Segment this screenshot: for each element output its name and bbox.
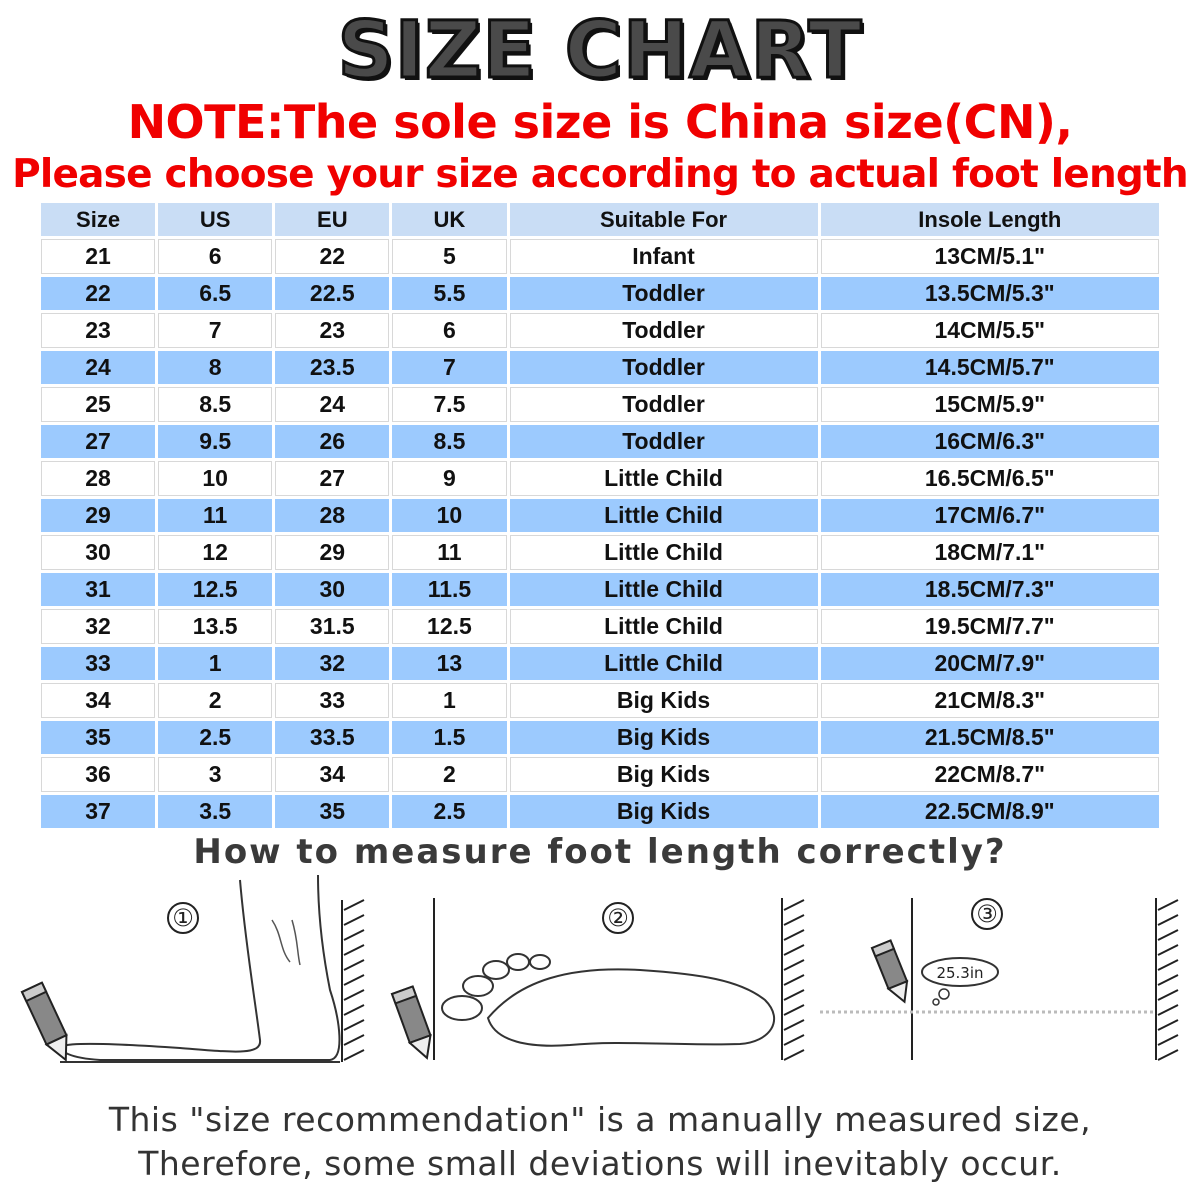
header-us: US [158, 203, 272, 236]
footer-line-2: Therefore, some small deviations will inevitably occur. [138, 1144, 1062, 1183]
table-cell: 3.5 [158, 795, 272, 828]
table-cell: 17CM/6.7" [821, 499, 1159, 532]
table-cell: 7.5 [392, 387, 506, 422]
table-cell: 25 [41, 387, 155, 422]
table-cell: 2.5 [158, 721, 272, 754]
table-row [41, 647, 1159, 680]
table-cell: 13CM/5.1" [821, 239, 1159, 274]
step-3-number: ③ [976, 900, 998, 928]
table-cell: 19.5CM/7.7" [821, 609, 1159, 644]
table-cell: Little Child [510, 461, 818, 496]
note-line-1: NOTE:The sole size is China size(CN), [127, 95, 1073, 149]
table-cell: 27 [275, 461, 389, 496]
step-2-number: ② [607, 904, 629, 932]
table-cell: 23 [275, 313, 389, 348]
table-row [41, 683, 1159, 718]
table-row [41, 387, 1159, 422]
table-cell: Little Child [510, 609, 818, 644]
table-row [41, 351, 1159, 384]
table-cell: 2 [158, 683, 272, 718]
table-cell: 13.5CM/5.3" [821, 277, 1159, 310]
note-line-2: Please choose your size according to actual foot length [12, 152, 1188, 197]
table-cell: 31 [41, 573, 155, 606]
table-cell: 12 [158, 535, 272, 570]
table-cell: 21CM/8.3" [821, 683, 1159, 718]
table-row [41, 277, 1159, 310]
table-cell: 35 [41, 721, 155, 754]
table-cell: 9 [392, 461, 506, 496]
table-row [41, 721, 1159, 754]
header-eu: EU [275, 203, 389, 236]
table-cell: 31.5 [275, 609, 389, 644]
table-cell: 22 [41, 277, 155, 310]
page-title: SIZE CHART [337, 6, 863, 96]
table-cell: 8.5 [158, 387, 272, 422]
table-header-row [41, 203, 1159, 236]
table-row [41, 313, 1159, 348]
header-insole-length: Insole Length [821, 203, 1159, 236]
table-cell: 5 [392, 239, 506, 274]
table-cell: 33.5 [275, 721, 389, 754]
wall-hatch-icon [342, 900, 364, 1062]
table-cell: 24 [41, 351, 155, 384]
table-cell: 10 [158, 461, 272, 496]
table-cell: 3 [158, 757, 272, 792]
table-cell: Toddler [510, 277, 818, 310]
size-table-container [38, 200, 1162, 824]
table-cell: Infant [510, 239, 818, 274]
footer-line-1: This "size recommendation" is a manually measured size, [108, 1100, 1092, 1139]
header-uk: UK [392, 203, 506, 236]
table-cell: 26 [275, 425, 389, 458]
table-cell: Big Kids [510, 757, 818, 792]
table-row [41, 795, 1159, 828]
pencil-icon [392, 986, 437, 1061]
table-cell: 33 [41, 647, 155, 680]
table-cell: 28 [41, 461, 155, 496]
table-cell: 7 [158, 313, 272, 348]
table-cell: 33 [275, 683, 389, 718]
table-cell: 11 [158, 499, 272, 532]
table-cell: 6 [392, 313, 506, 348]
table-body [41, 239, 1159, 828]
howto-title: How to measure foot length correctly? [193, 832, 1007, 872]
table-cell: 6 [158, 239, 272, 274]
step-2-illustration [392, 898, 804, 1062]
foot-sole-illustration [442, 954, 774, 1046]
table-row [41, 757, 1159, 792]
table-cell: 5.5 [392, 277, 506, 310]
table-cell: 16.5CM/6.5" [821, 461, 1159, 496]
table-cell: Little Child [510, 535, 818, 570]
measurement-illustrations [0, 870, 1200, 1090]
table-cell: Toddler [510, 387, 818, 422]
step-3-illustration [820, 898, 1178, 1060]
table-cell: 14CM/5.5" [821, 313, 1159, 348]
table-cell: Little Child [510, 647, 818, 680]
table-cell: 18.5CM/7.3" [821, 573, 1159, 606]
table-cell: 1 [392, 683, 506, 718]
table-cell: 34 [275, 757, 389, 792]
table-cell: 11.5 [392, 573, 506, 606]
table-cell: 22.5CM/8.9" [821, 795, 1159, 828]
table-cell: 1 [158, 647, 272, 680]
table-cell: 22.5 [275, 277, 389, 310]
table-cell: 13.5 [158, 609, 272, 644]
measurement-bubble-text: 25.3in [936, 964, 984, 982]
table-cell: Little Child [510, 499, 818, 532]
table-row [41, 535, 1159, 570]
table-cell: Little Child [510, 573, 818, 606]
table-cell: 15CM/5.9" [821, 387, 1159, 422]
step-1-number: ① [172, 904, 194, 932]
table-cell: 32 [41, 609, 155, 644]
table-cell: 6.5 [158, 277, 272, 310]
header-size: Size [41, 203, 155, 236]
table-cell: Big Kids [510, 683, 818, 718]
table-cell: 23 [41, 313, 155, 348]
table-cell: 7 [392, 351, 506, 384]
table-cell: 29 [275, 535, 389, 570]
pencil-icon [22, 983, 76, 1065]
table-cell: 12.5 [392, 609, 506, 644]
table-cell: 11 [392, 535, 506, 570]
table-cell: 27 [41, 425, 155, 458]
table-cell: 35 [275, 795, 389, 828]
table-row [41, 573, 1159, 606]
table-cell: 9.5 [158, 425, 272, 458]
size-table [38, 200, 1162, 831]
table-row [41, 425, 1159, 458]
table-row [41, 239, 1159, 274]
table-cell: 18CM/7.1" [821, 535, 1159, 570]
table-cell: 23.5 [275, 351, 389, 384]
table-cell: 12.5 [158, 573, 272, 606]
table-cell: 34 [41, 683, 155, 718]
table-cell: Toddler [510, 425, 818, 458]
header-suitable-for: Suitable For [510, 203, 818, 236]
table-cell: 20CM/7.9" [821, 647, 1159, 680]
foot-side-illustration [60, 875, 340, 1062]
table-cell: 21.5CM/8.5" [821, 721, 1159, 754]
table-cell: 30 [275, 573, 389, 606]
table-cell: 32 [275, 647, 389, 680]
table-cell: 29 [41, 499, 155, 532]
table-cell: 28 [275, 499, 389, 532]
table-cell: 2 [392, 757, 506, 792]
table-cell: 1.5 [392, 721, 506, 754]
table-cell: Toddler [510, 313, 818, 348]
table-cell: 16CM/6.3" [821, 425, 1159, 458]
table-row [41, 609, 1159, 644]
table-cell: 8 [158, 351, 272, 384]
table-cell: 36 [41, 757, 155, 792]
table-cell: 14.5CM/5.7" [821, 351, 1159, 384]
table-cell: 2.5 [392, 795, 506, 828]
table-cell: 21 [41, 239, 155, 274]
table-row [41, 461, 1159, 496]
table-cell: 10 [392, 499, 506, 532]
table-cell: 8.5 [392, 425, 506, 458]
table-cell: 24 [275, 387, 389, 422]
table-cell: 22 [275, 239, 389, 274]
footer-disclaimer [0, 1098, 1200, 1186]
table-cell: 22CM/8.7" [821, 757, 1159, 792]
thought-bubble-icon [922, 958, 998, 1005]
table-cell: Toddler [510, 351, 818, 384]
step-1-illustration [22, 875, 364, 1065]
pencil-icon [872, 941, 914, 1006]
table-cell: 13 [392, 647, 506, 680]
table-cell: Big Kids [510, 721, 818, 754]
table-row [41, 499, 1159, 532]
table-cell: Big Kids [510, 795, 818, 828]
table-cell: 37 [41, 795, 155, 828]
table-cell: 30 [41, 535, 155, 570]
